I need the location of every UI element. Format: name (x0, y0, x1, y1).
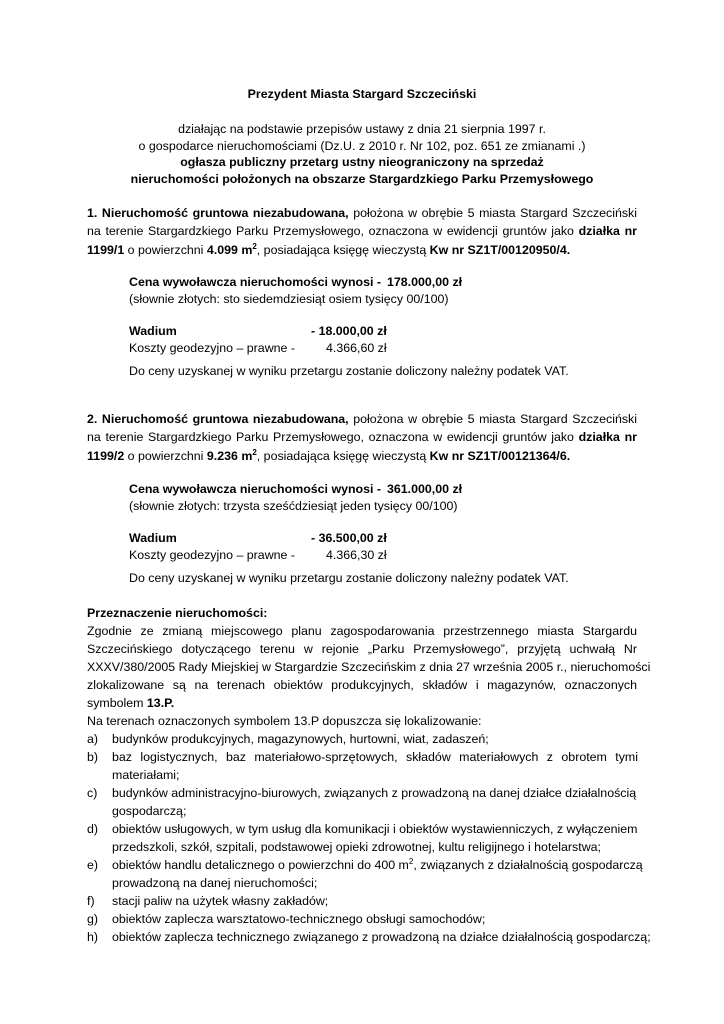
item1-heading: 1. Nieruchomość gruntowa niezabudowana, (87, 206, 349, 220)
item2-line3 (87, 448, 570, 465)
item1-costs-label: Koszty geodezyjno – prawne - (129, 341, 295, 355)
intro-line-4: nieruchomości położonych na obszarze Stargardzkiego Parku Przemysłowego (130, 172, 594, 186)
list-letter-h: h) (87, 930, 99, 944)
list-item-f: stacji paliw na użytek własny zakładów; (112, 894, 329, 908)
list-item-e-after: , związanych z działalnością gospodarczą (413, 858, 643, 872)
list-letter-e: e) (87, 858, 99, 872)
item2-price-words: (słownie złotych: trzysta sześćdziesiąt jeden tysięcy 00/100) (129, 499, 458, 513)
purpose-line-6: Na terenach oznaczonych symbolem 13.P dopuszcza się lokalizowanie: (87, 714, 482, 728)
item2-heading: 2. Nieruchomość gruntowa niezabudowana, (87, 412, 349, 426)
purpose-line-4: zlokalizowane są na terenach obiektów produkcyjnych, składów i magazynów, oznaczonych (87, 678, 637, 692)
list-item-b-line2: materiałami; (112, 768, 180, 782)
list-letter-g: g) (87, 912, 99, 926)
item2-costs-label: Koszty geodezyjno – prawne - (129, 548, 295, 562)
item1-line3 (87, 242, 570, 259)
purpose-line-3: XXXV/380/2005 Rady Miejskiej w Stargardzie Szczecińskim z dnia 27 września 2005 r., nieruchomości (87, 660, 651, 674)
item2-price-label: Cena wywoławcza nieruchomości wynosi - (129, 482, 382, 496)
list-item-e-line1 (112, 856, 643, 874)
document-title: Prezydent Miasta Stargard Szczeciński (247, 87, 477, 101)
purpose-symbol-label: symbolem (87, 696, 147, 710)
purpose-heading: Przeznaczenie nieruchomości: (87, 606, 268, 620)
list-letter-f: f) (87, 894, 95, 908)
item1-vat: Do ceny uzyskanej w wyniku przetargu zostanie doliczony należny podatek VAT. (129, 364, 569, 378)
list-letter-c: c) (87, 786, 98, 800)
list-item-a: budynków produkcyjnych, magazynowych, hurtowni, wiat, zadaszeń; (112, 732, 489, 746)
list-letter-d: d) (87, 822, 99, 836)
item1-kw-label: , posiadająca księgę wieczystą (256, 243, 430, 257)
item2-wadium-value: - 36.500,00 zł (311, 531, 387, 545)
intro-line-1: działając na podstawie przepisów ustawy z dnia 21 sierpnia 1997 r. (178, 122, 546, 136)
item1-price-value: 178.000,00 zł (387, 275, 463, 289)
item1-wadium-value: - 18.000,00 zł (311, 324, 387, 338)
item2-line2-text: na terenie Stargardzkiego Parku Przemysłowego, oznaczona w ewidencji gruntów jako (87, 430, 574, 444)
item2-plot-label: działka nr (573, 430, 637, 444)
item1-costs-value: 4.366,60 zł (326, 341, 387, 355)
item2-line1-rest: położona w obrębie 5 miasta Stargard Szczeciński (348, 412, 637, 426)
purpose-line-1: Zgodnie ze zmianą miejscowego planu zagospodarowania przestrzennego miasta Stargardu (87, 624, 637, 638)
list-item-g: obiektów zaplecza warsztatowo-technicznego obsługi samochodów; (112, 912, 486, 926)
item2-price-value: 361.000,00 zł (387, 482, 463, 496)
item1-plot-number: 1199/1 (87, 243, 125, 257)
item1-kw-number: Kw nr SZ1T/00120950/4. (429, 243, 571, 257)
item2-area (207, 449, 257, 463)
intro-line-2: o gospodarce nieruchomościami (Dz.U. z 2010 r. Nr 102, poz. 651 ze zmianami .) (138, 139, 586, 153)
list-letter-a: a) (87, 732, 99, 746)
item1-price-label: Cena wywoławcza nieruchomości wynosi - (129, 275, 382, 289)
item1-area-value: 4.099 m (206, 243, 253, 257)
list-item-d-line2: przedszkoli, szkół, szpitali, podstawowej opieki zdrowotnej, kultu religijnego i hotelarstwa; (112, 840, 601, 854)
list-item-h: obiektów zaplecza technicznego związanego z prowadzoną na działce działalnością gospodarczą; (112, 930, 651, 944)
item1-line1 (87, 205, 637, 222)
item1-line2-text: na terenie Stargardzkiego Parku Przemysłowego, oznaczona w ewidencji gruntów jako (87, 224, 574, 238)
item1-area-label: o powierzchni (124, 243, 207, 257)
item1-area (207, 243, 257, 257)
item1-plot-label: działka nr (573, 224, 637, 238)
list-letter-b: b) (87, 750, 99, 764)
item2-vat: Do ceny uzyskanej w wyniku przetargu zostanie doliczony należny podatek VAT. (129, 571, 569, 585)
item1-line2 (87, 223, 637, 240)
list-item-c-line2: gospodarczą; (112, 804, 187, 818)
list-item-b-line1: baz logistycznych, baz materiałowo-sprzętowych, składów materiałowych z obrotem tymi (112, 750, 638, 764)
item1-area-sup: 2 (252, 241, 257, 251)
item2-area-value: 9.236 m (206, 449, 253, 463)
list-item-d-line1: obiektów usługowych, w tym usług dla komunikacji i obiektów wystawienniczych, z wyłączeniem (112, 822, 638, 836)
item2-wadium-label: Wadium (129, 531, 177, 545)
item2-costs-value: 4.366,30 zł (326, 548, 387, 562)
item2-area-sup: 2 (252, 447, 257, 457)
item1-wadium-label: Wadium (129, 324, 177, 338)
purpose-line-5 (87, 695, 174, 712)
purpose-line-2: Szczecińskiego dotyczącego terenu w rejonie „Parku Przemysłowego”, przyjętą uchwałą Nr (87, 642, 637, 656)
list-item-e-text: obiektów handlu detalicznego o powierzchni do 400 m (112, 858, 409, 872)
list-item-e-line2: prowadzoną na danej nieruchomości; (112, 876, 318, 890)
item2-area-label: o powierzchni (124, 449, 207, 463)
list-item-c-line1: budynków administracyjno-biurowych, związanych z prowadzoną na danej działce działalnością (112, 786, 637, 800)
purpose-symbol: 13.P. (146, 696, 175, 710)
item2-plot-number: 1199/2 (87, 449, 125, 463)
list-item-e-sup: 2 (408, 856, 414, 866)
item2-kw-label: , posiadająca księgę wieczystą (256, 449, 430, 463)
item2-kw-number: Kw nr SZ1T/00121364/6. (429, 449, 571, 463)
item1-price-words: (słownie złotych: sto siedemdziesiąt osiem tysięcy 00/100) (129, 292, 449, 306)
intro-line-3: ogłasza publiczny przetarg ustny nieograniczony na sprzedaż (180, 155, 544, 169)
item2-line1 (87, 411, 637, 428)
item1-line1-rest: położona w obrębie 5 miasta Stargard Szczeciński (348, 206, 637, 220)
item2-line2 (87, 429, 637, 446)
